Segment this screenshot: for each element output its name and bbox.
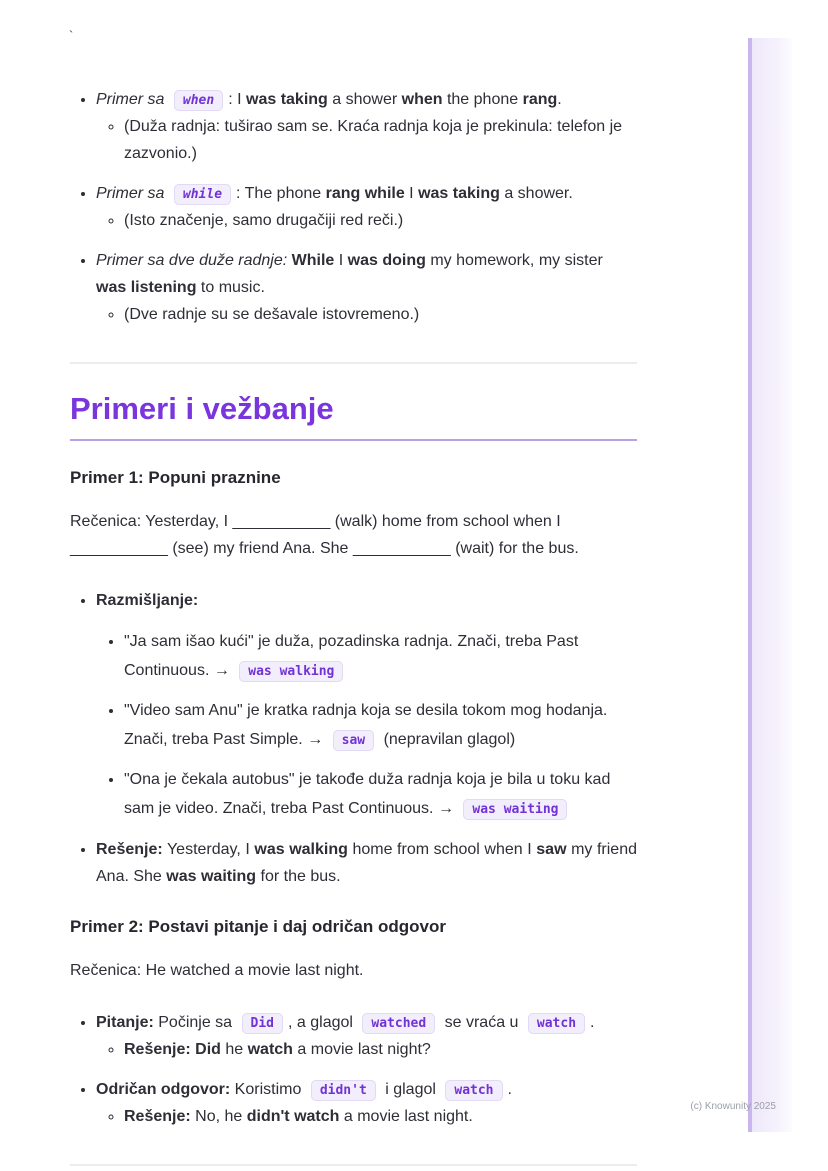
code-chip: when (174, 90, 223, 111)
text-segment: While (291, 252, 335, 269)
text-segment: watch (247, 1041, 293, 1058)
code-chip: watch (445, 1080, 502, 1101)
exercise2-sentence: Rečenica: He watched a movie last night. (70, 962, 364, 979)
code-chip: was waiting (463, 799, 567, 820)
example-while-notes (96, 207, 637, 234)
code-chip: saw (333, 730, 374, 751)
text-segment: he (220, 1041, 248, 1058)
text-segment: Koristimo (230, 1081, 306, 1098)
list-item-example-two-actions (96, 247, 637, 328)
text-segment: Pitanje: (96, 1014, 154, 1031)
text-segment: No, he (190, 1108, 247, 1125)
text-segment: i glagol (380, 1081, 441, 1098)
question-solution (124, 1036, 637, 1063)
text-segment: "Ja sam išao kući" je duža, pozadinska radnja. Znači, treba Past Continuous. → (124, 633, 579, 679)
list-item-solution (96, 836, 637, 890)
text-segment: Primer sa dve duže radnje: (96, 252, 288, 269)
document-content (70, 0, 637, 1166)
text-segment: my friend Ana. She (96, 841, 637, 885)
text-segment: Počinje sa (153, 1014, 237, 1031)
text-segment: a movie last night? (292, 1041, 431, 1058)
code-chip: watched (362, 1013, 435, 1034)
question-text (96, 1009, 637, 1036)
text-segment: rang (522, 91, 558, 108)
text-segment: to music. (196, 279, 265, 296)
thinking-item (124, 627, 637, 685)
text-segment: was taking (418, 185, 500, 202)
exercise1-title: Primer 1: Popuni praznine (70, 468, 281, 487)
thinking-item (124, 696, 637, 754)
text-segment: Rešenje: (124, 1108, 191, 1125)
text-segment: , a glagol (288, 1014, 358, 1031)
example-two-actions-notes (96, 301, 637, 328)
text-segment: saw (536, 841, 567, 858)
text-segment: when (401, 91, 443, 108)
code-chip: Did (242, 1013, 283, 1034)
text-segment: didn't watch (246, 1108, 340, 1125)
negative-text (96, 1076, 637, 1103)
text-segment: home from school when I (347, 841, 537, 858)
text-segment: Odričan odgovor: (96, 1081, 231, 1098)
exercise1-list (70, 587, 637, 890)
text-segment: Yesterday, I (162, 841, 255, 858)
list-item-thinking (96, 587, 637, 823)
note-text: ◦ (Isto značenje, samo drugačiji red reči.) (124, 207, 637, 234)
footer-copyright: (c) Knowunity 2025 (690, 1101, 776, 1112)
text-segment: I (404, 185, 419, 202)
text-segment: a movie last night. (339, 1108, 473, 1125)
text-segment: was waiting (166, 868, 257, 885)
note-text: ◦ (Duža radnja: tuširao sam se. Kraća radnja koja je prekinula: telefon je zazvonio.) (124, 113, 637, 167)
text-segment: "Video sam Anu" je kratka radnja koja se desila tokom mog hodanja. Znači, treba Past Simple. → (124, 702, 608, 748)
text-segment: rang while (325, 185, 405, 202)
thinking-item (124, 765, 637, 823)
example-when-text (96, 86, 637, 113)
example-while-text (96, 180, 637, 207)
list-item-example-while (96, 180, 637, 234)
text-segment: "Ona je čekala autobus" je takođe duža radnja koja je bila u toku kad sam je video. Znači, treba Past Continuous. → (124, 771, 611, 817)
text-segment: a shower. (499, 185, 573, 202)
page-title: Primeri i vežbanje (70, 392, 637, 441)
text-segment: : The phone (236, 185, 326, 202)
list-item-example-when (96, 86, 637, 167)
text-segment: was taking (246, 91, 328, 108)
code-chip: didn't (311, 1080, 376, 1101)
page-accent-bar (748, 38, 792, 1132)
text-segment: . (590, 1014, 595, 1031)
question-solution-list (96, 1036, 637, 1063)
example-when-notes (96, 113, 637, 167)
text-segment: was doing (347, 252, 426, 269)
text-segment: the phone (442, 91, 523, 108)
text-segment: Primer sa (96, 185, 169, 202)
stray-backtick: ` (69, 28, 74, 43)
text-segment: . (507, 1081, 512, 1098)
exercise2-title: Primer 2: Postavi pitanje i daj odričan odgovor (70, 917, 446, 936)
note-text: ◦ (Dve radnje su se dešavale istovremeno.) (124, 301, 637, 328)
list-item-question (96, 1009, 637, 1063)
text-segment: was walking (254, 841, 348, 858)
thinking-items (96, 627, 637, 823)
code-chip: was walking (239, 661, 343, 682)
code-chip: watch (528, 1013, 585, 1034)
text-segment: was listening (96, 279, 197, 296)
thinking-label: • Razmišljanje: (96, 592, 199, 609)
example-two-actions-text (96, 247, 637, 301)
section-divider (70, 362, 637, 364)
text-segment: I (334, 252, 348, 269)
section-divider (70, 1164, 637, 1166)
text-segment: my homework, my sister (425, 252, 603, 269)
exercise1-sentence: Rečenica: Yesterday, I ___________ (walk) home from school when I ___________ (see) my friend Ana. She ___________ (wait) for the bus. (70, 513, 579, 557)
text-segment: se vraća u (440, 1014, 523, 1031)
text-segment: (nepravilan glagol) (379, 731, 516, 748)
code-chip: while (174, 184, 231, 205)
text-segment: for the bus. (256, 868, 341, 885)
text-segment: . (557, 91, 562, 108)
text-segment: Rešenje: (96, 841, 163, 858)
intro-example-list (70, 86, 637, 328)
text-segment: a shower (327, 91, 402, 108)
text-segment: Rešenje: Did (124, 1041, 221, 1058)
text-segment: : I (228, 91, 246, 108)
text-segment: Primer sa (96, 91, 169, 108)
